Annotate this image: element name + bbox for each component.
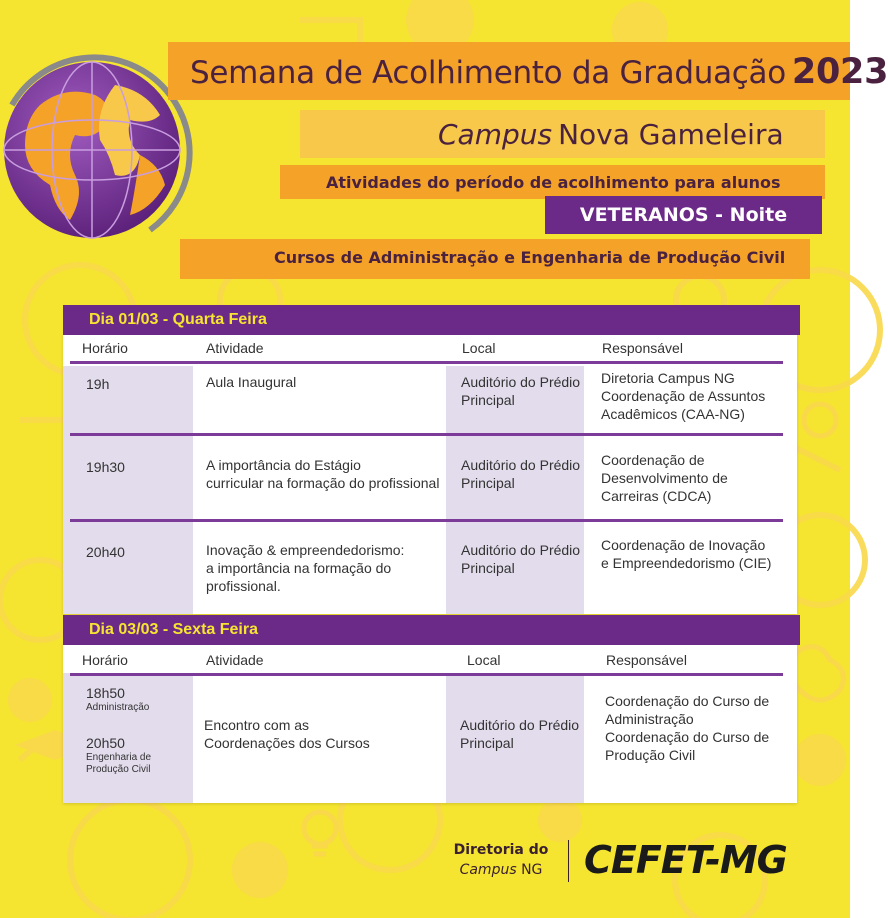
globe-icon: [0, 45, 190, 245]
row-activity: Encontro com as Coordenações dos Cursos: [204, 717, 370, 751]
campus-name: Nova Gameleira: [558, 118, 784, 151]
row-place: Auditório do Prédio Principal: [461, 457, 581, 491]
campus-label: Campus: [438, 118, 553, 151]
row-responsible: Coordenação do Curso de Administração Coordenação do Curso de Produção Civil: [605, 693, 770, 763]
row-time: [86, 734, 151, 776]
day1-header: Dia 01/03 - Quarta Feira: [63, 305, 800, 335]
row-responsible: Coordenação de Inovação e Empreendedorismo (CIE): [601, 537, 772, 571]
col-header-place: Local: [467, 652, 501, 668]
time-1: 18h50: [86, 685, 125, 701]
courses-subtitle: Cursos de Administração e Engenharia de Produção Civil: [180, 239, 810, 279]
col-header-responsible: Responsável: [602, 340, 683, 356]
row-rule: [70, 433, 783, 436]
footer-org-line1: Diretoria do: [453, 842, 549, 858]
header-rule: [70, 361, 783, 364]
brain-icon: [790, 647, 843, 700]
col-header-activity: Atividade: [206, 652, 264, 668]
row-place: Auditório do Prédio Principal: [461, 374, 581, 408]
row-rule: [70, 519, 783, 522]
row-time: 20h40: [86, 544, 125, 560]
time-2: 20h50: [86, 735, 125, 751]
row-time: [86, 684, 149, 714]
col-header-place: Local: [462, 340, 496, 356]
campus-title: [300, 110, 825, 158]
row-place: Auditório do Prédio Principal: [460, 717, 580, 751]
row-place: Auditório do Prédio Principal: [461, 542, 581, 576]
col-header-time: Horário: [82, 652, 128, 668]
header-rule: [70, 673, 783, 676]
footer-divider: [568, 840, 569, 882]
row-activity: A importância do Estágio curricular na formação do profissional: [206, 457, 440, 491]
col-header-responsible: Responsável: [606, 652, 687, 668]
cefet-logo: CEFET-MG: [584, 838, 787, 882]
col-header-activity: Atividade: [206, 340, 264, 356]
day2-header: Dia 03/03 - Sexta Feira: [63, 615, 800, 645]
course-2: Engenharia de Produção Civil: [86, 752, 152, 775]
col-header-time: Horário: [82, 340, 128, 356]
footer-org-campus: Campus: [459, 862, 517, 878]
row-time: 19h30: [86, 459, 125, 475]
activities-subtitle: Atividades do período de acolhimento para alunos: [280, 165, 825, 199]
audience-badge: VETERANOS - Noite: [545, 196, 822, 234]
row-time: 19h: [86, 376, 110, 392]
row-responsible: Coordenação de Desenvolvimento de Carreiras (CDCA): [601, 452, 728, 504]
row-activity: Aula Inaugural: [206, 374, 297, 390]
title-year: 2023: [791, 52, 888, 92]
course-1: Administração: [86, 702, 150, 713]
footer-org: [446, 840, 556, 880]
row-responsible: Diretoria Campus NG Coordenação de Assuntos Acadêmicos (CAA-NG): [601, 370, 766, 422]
footer-org-ng: NG: [521, 862, 543, 878]
row-activity: Inovação & empreendedorismo: a importância na formação do profissional.: [206, 542, 405, 594]
main-title: [168, 42, 888, 100]
time-column-shade: [63, 366, 193, 614]
title-text: Semana de Acolhimento da Graduação: [190, 55, 786, 91]
